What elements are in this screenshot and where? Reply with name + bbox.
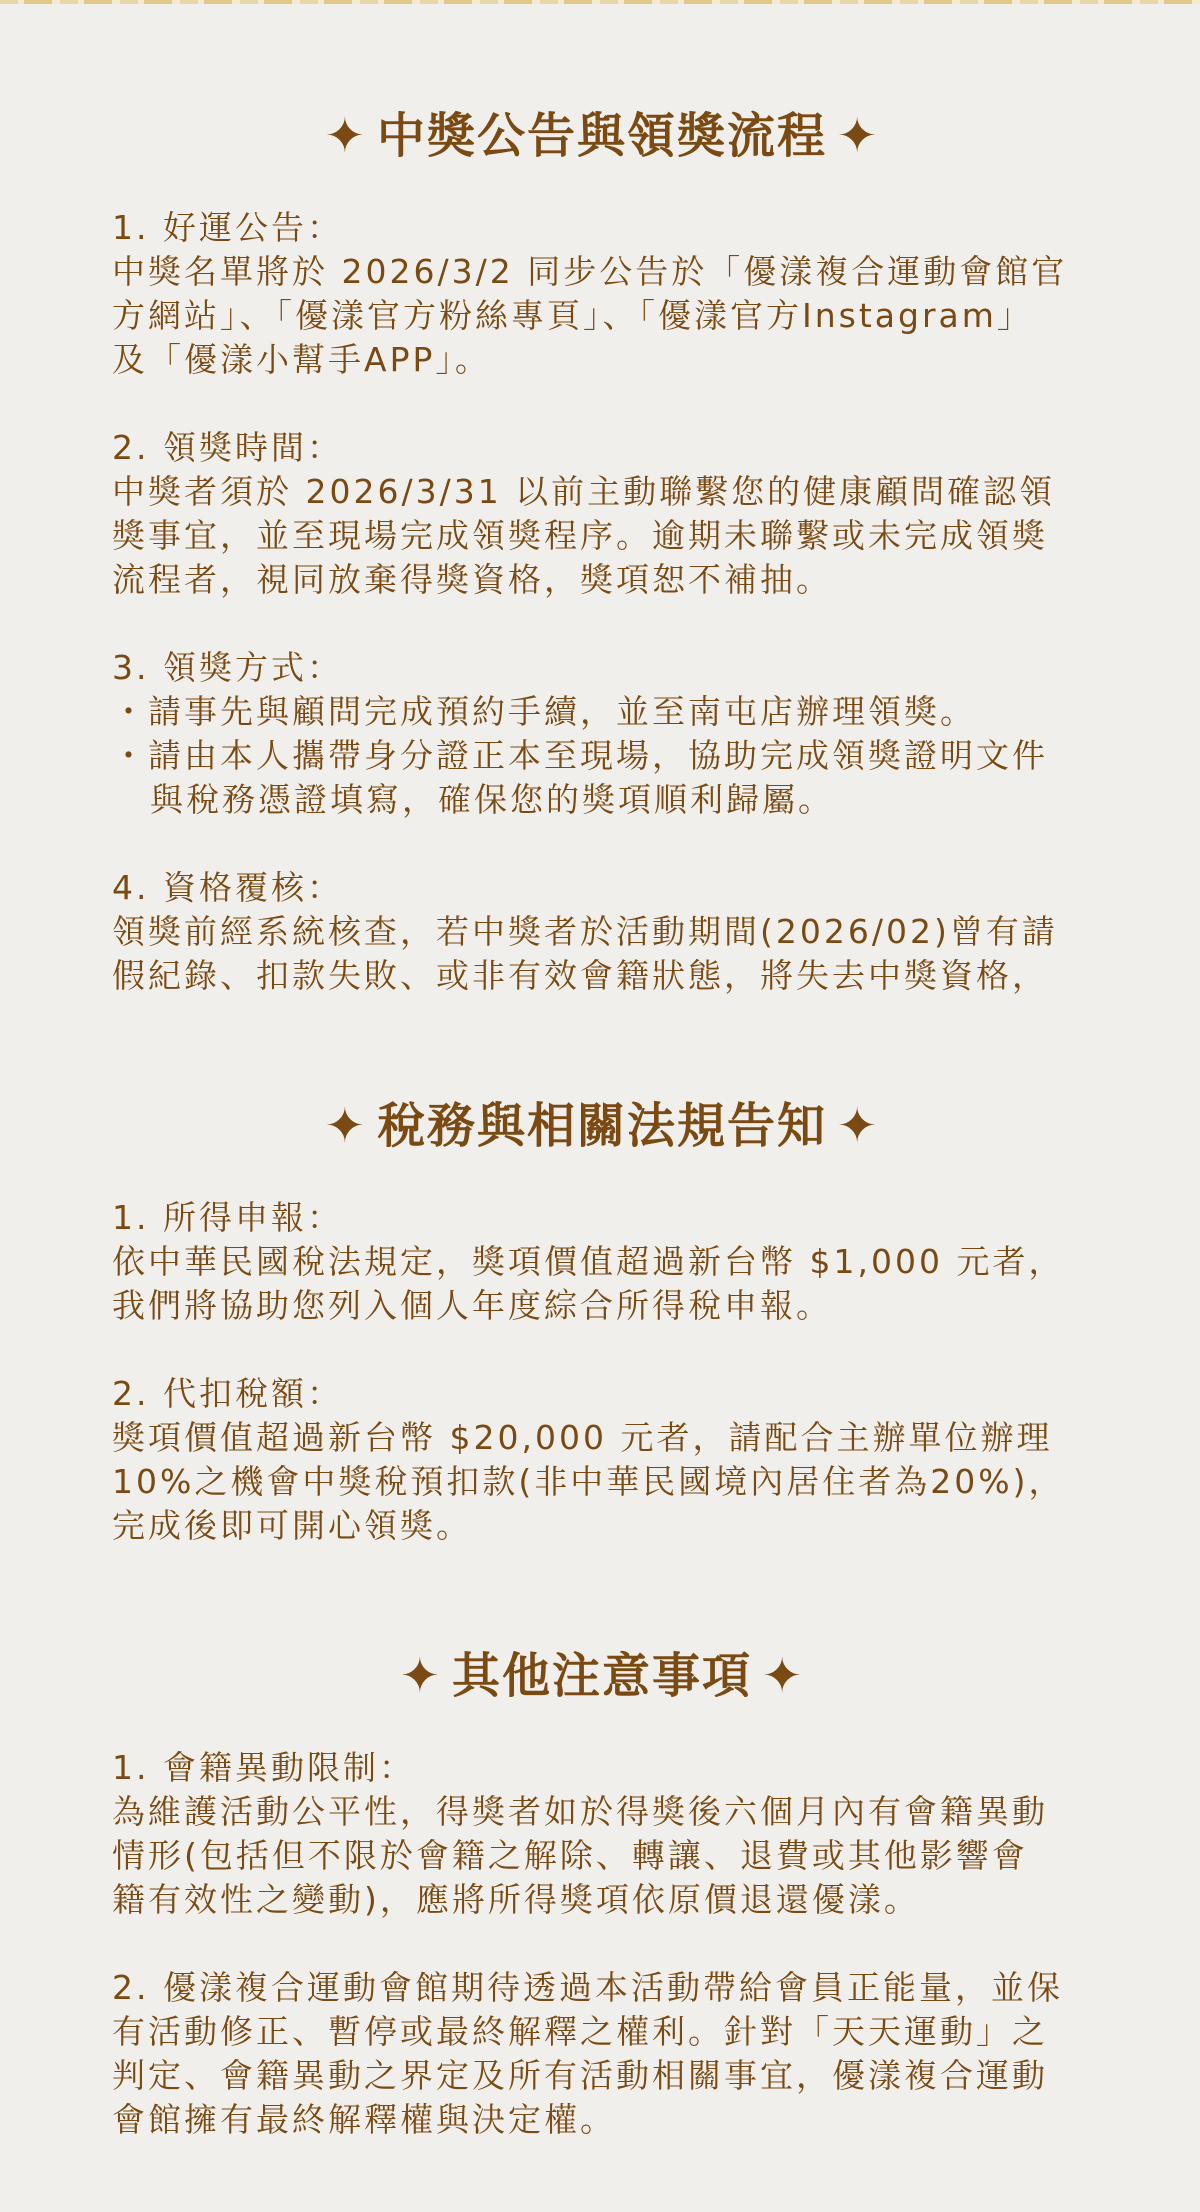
item-line: 中獎名單將於 2026/3/2 同步公告於「優漾複合運動會館官 <box>112 252 1068 291</box>
item-heading: 1. 會籍異動限制： <box>112 1748 415 1787</box>
item-membership-change <box>112 1746 1092 1922</box>
sparkle-icon: ✦ <box>837 108 880 164</box>
section-other-notes <box>112 1636 1092 2142</box>
item-line: 完成後即可開心領獎。 <box>112 1506 472 1545</box>
item-line: 領獎前經系統核查，若中獎者於活動期間(2026/02)曾有請 <box>112 912 1058 951</box>
section-title: ✦ 其他注意事項 ✦ <box>112 1636 1092 1716</box>
item-line: 獎項價值超過新台幣 $20,000 元者，請配合主辦單位辦理 <box>112 1418 1053 1457</box>
item-announcement <box>112 206 1092 382</box>
sparkle-icon: ✦ <box>324 1098 367 1154</box>
bullet-line: ・請由本人攜帶身分證正本至現場，協助完成領獎證明文件 <box>112 736 1048 775</box>
decorative-top-border <box>0 0 1200 4</box>
item-line: 情形(包括但不限於會籍之解除、轉讓、退費或其他影響會 <box>112 1836 1028 1875</box>
item-line: 會館擁有最終解釋權與決定權。 <box>112 2100 616 2139</box>
section-tax-regulations <box>112 1086 1092 1548</box>
item-line: 2. 優漾複合運動會館期待透過本活動帶給會員正能量，並保 <box>112 1968 1063 2007</box>
item-heading: 4. 資格覆核： <box>112 868 343 907</box>
item-income-report <box>112 1196 1092 1328</box>
item-claim-method <box>112 646 1092 822</box>
sparkle-icon: ✦ <box>837 1098 880 1154</box>
bullet-continuation: 與稅務憑證填寫，確保您的獎項順利歸屬。 <box>150 780 834 819</box>
item-heading: 2. 領獎時間： <box>112 428 343 467</box>
sparkle-icon: ✦ <box>399 1648 442 1704</box>
item-line: 獎事宜，並至現場完成領獎程序。逾期未聯繫或未完成領獎 <box>112 516 1048 555</box>
item-line: 判定、會籍異動之界定及所有活動相關事宜，優漾複合運動 <box>112 2056 1048 2095</box>
sparkle-icon: ✦ <box>762 1648 805 1704</box>
item-eligibility-review <box>112 866 1092 998</box>
item-line: 依中華民國稅法規定，獎項價值超過新台幣 $1,000 元者， <box>112 1242 1065 1281</box>
item-heading: 1. 好運公告： <box>112 208 343 247</box>
item-claim-time <box>112 426 1092 602</box>
sparkle-icon: ✦ <box>324 108 367 164</box>
item-line: 我們將協助您列入個人年度綜合所得稅申報。 <box>112 1286 832 1325</box>
section-award-announcement <box>112 96 1092 998</box>
section-title: ✦ 稅務與相關法規告知 ✦ <box>112 1086 1092 1166</box>
item-line: 假紀錄、扣款失敗、或非有效會籍狀態，將失去中獎資格， <box>112 956 1048 995</box>
item-line: 方網站」、「優漾官方粉絲專頁」、「優漾官方Instagram」 <box>112 296 1033 335</box>
item-line: 有活動修正、暫停或最終解釋之權利。針對「天天運動」之 <box>112 2012 1048 2051</box>
section-title: ✦ 中獎公告與領獎流程 ✦ <box>112 96 1092 176</box>
item-withholding-tax <box>112 1372 1092 1548</box>
notice-document <box>112 96 1092 2142</box>
item-line: 10%之機會中獎稅預扣款(非中華民國境內居住者為20%)， <box>112 1462 1065 1501</box>
item-heading: 2. 代扣稅額： <box>112 1374 343 1413</box>
item-line: 流程者，視同放棄得獎資格，獎項恕不補抽。 <box>112 560 832 599</box>
item-line: 及「優漾小幫手APP」。 <box>112 340 491 379</box>
item-line: 為維護活動公平性，得獎者如於得獎後六個月內有會籍異動 <box>112 1792 1048 1831</box>
item-line: 中獎者須於 2026/3/31 以前主動聯繫您的健康顧問確認領 <box>112 472 1056 511</box>
item-line: 籍有效性之變動)，應將所得獎項依原價退還優漾。 <box>112 1880 920 1919</box>
item-heading: 3. 領獎方式： <box>112 648 343 687</box>
item-final-interpretation <box>112 1966 1092 2142</box>
bullet-line: ・請事先與顧問完成預約手續，並至南屯店辦理領獎。 <box>112 692 976 731</box>
item-heading: 1. 所得申報： <box>112 1198 343 1237</box>
